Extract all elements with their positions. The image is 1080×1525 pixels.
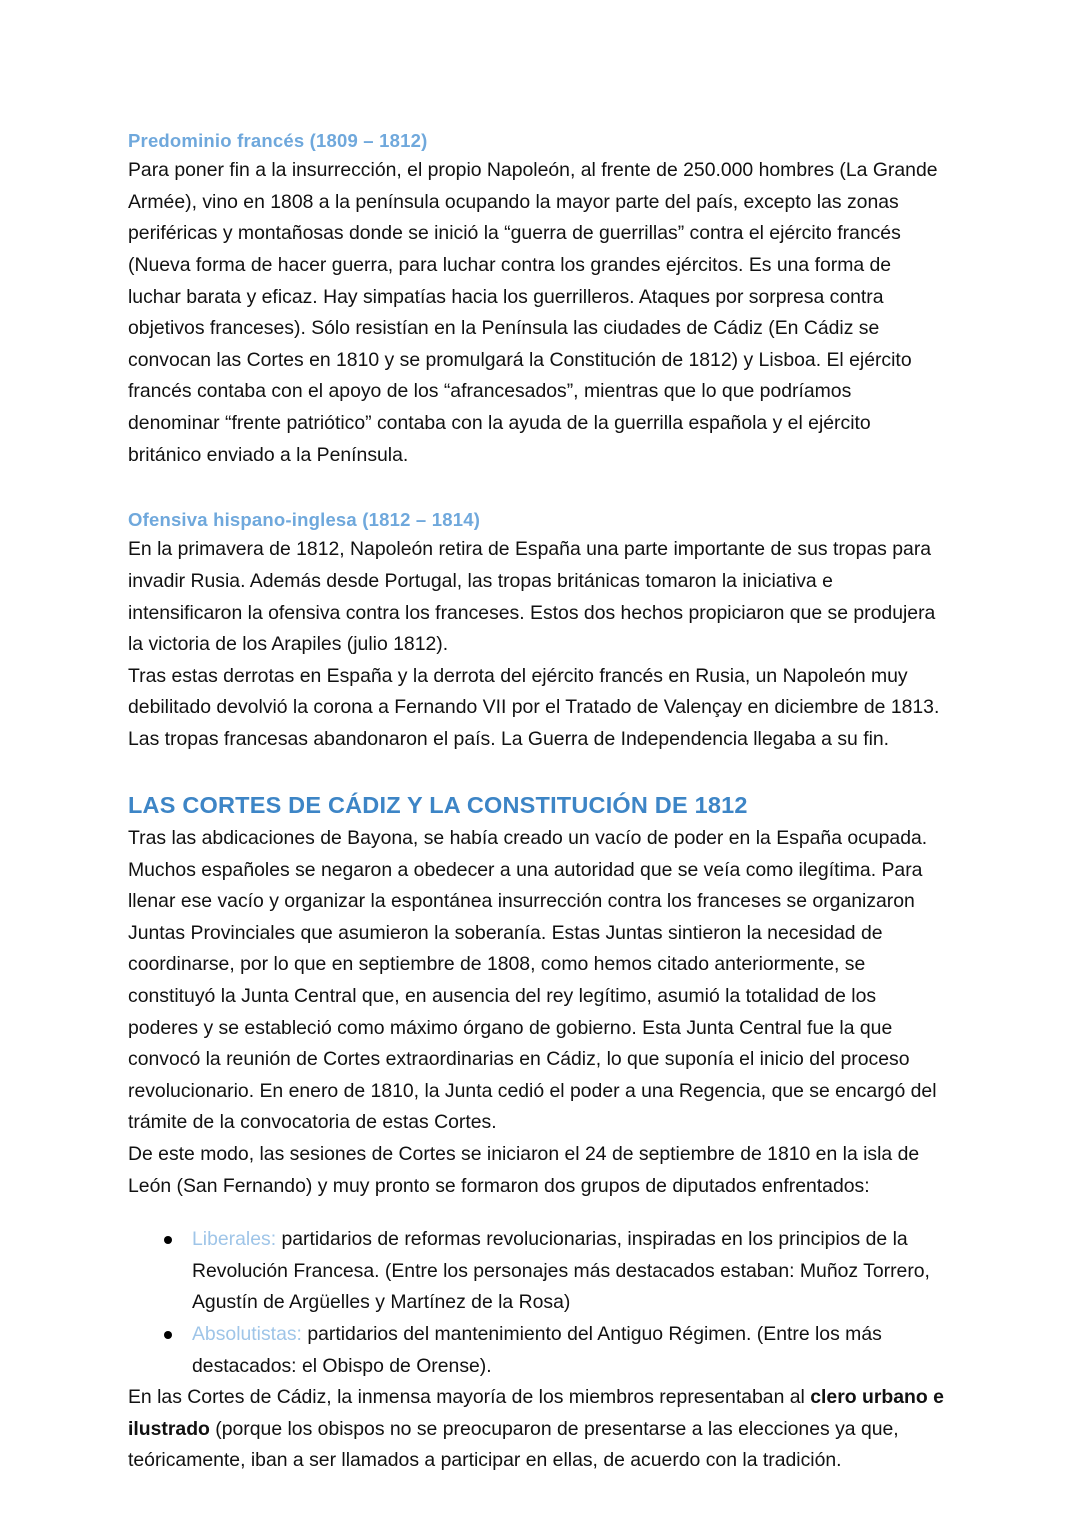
paragraph-ofensiva-primera: En la primavera de 1812, Napoleón retira de España una parte importante de sus tropas para invadir Rusia. Además desde Portugal, las tropas británicas tomaron la iniciativa e intensificaron la ofensiva contra los franceses. Estos dos hechos propiciaron que se produjera la victoria de los Arapiles (julio 1812).: [128, 538, 936, 656]
grupos-diputados-list: [128, 1224, 946, 1382]
closing-text-bold: clero urbano e ilustrado: [128, 1386, 944, 1440]
list-item: [128, 1224, 946, 1319]
section-heading-cortes-de-cadiz: LAS CORTES DE CÁDIZ Y LA CONSTITUCIÓN DE 1812: [128, 791, 748, 818]
document-content: [128, 128, 946, 1477]
subheading-ofensiva-hispano-inglesa: Ofensiva hispano-inglesa (1812 – 1814): [128, 509, 481, 531]
bullet-dot-icon: [164, 1236, 172, 1244]
closing-text-part-2: (porque los obispos no se preocuparon de presentarse a las elecciones ya que, teóricamente, iban a ser llamados a participar en ellas, de acuerdo con la tradición.: [128, 1417, 899, 1472]
paragraph-predominio-frances: Para poner fin a la insurrección, el propio Napoleón, al frente de 250.000 hombres (La Grande Armée), vino en 1808 a la península ocupando la mayor parte del país, excepto las zonas periféricas y montañosas donde se inició la “guerra de guerrillas” contra el ejército francés (Nueva forma de hacer guerra, para luchar contra los grandes ejércitos. Es una forma de luchar barata y eficaz. Hay simpatías hacia los guerrilleros. Ataques por sorpresa contra objetivos franceses). Sólo resistían en la Península las ciudades de Cádiz (En Cádiz se convocan las Cortes en 1810 y se promulgará la Constitución de 1812) y Lisboa. El ejército francés contaba con el apoyo de los “afrancesados”, mientras que lo que podríamos denominar “frente patriótico” contaba con la ayuda de la guerrilla española y el ejército británico enviado a la Península.: [128, 159, 938, 466]
paragraph-cortes-primera: Tras las abdicaciones de Bayona, se había creado un vacío de poder en la España ocupada. Muchos españoles se negaron a obedecer a una autoridad que se veía como ilegítima. Para llenar ese vacío y organizar la espontánea insurrección contra los franceses se organizaron Juntas Provinciales que asumieron la soberanía. Estas Juntas sintieron la necesidad de coordinarse, por lo que en septiembre de 1808, como hemos citado anteriormente, se constituyó la Junta Central que, en ausencia del rey legítimo, asumió la totalidad de los poderes y se estableció como máximo órgano de gobierno. Esta Junta Central fue la que convocó la reunión de Cortes extraordinarias en Cádiz, lo que suponía el inicio del proceso revolucionario. En enero de 1810, la Junta cedió el poder a una Regencia, que se encargó del trámite de la convocatoria de estas Cortes.: [128, 827, 937, 1134]
list-item-label-absolutistas: Absolutistas:: [192, 1322, 302, 1345]
list-item: [128, 1319, 946, 1382]
paragraph-cortes-segunda: De este modo, las sesiones de Cortes se iniciaron el 24 de septiembre de 1810 en la isla de León (San Fernando) y muy pronto se formaron dos grupos de diputados enfrentados:: [128, 1142, 920, 1197]
paragraph-ofensiva-segunda: Tras estas derrotas en España y la derrota del ejército francés en Rusia, un Napoleón muy debilitado devolvió la corona a Fernando VII por el Tratado de Valençay en diciembre de 1813. Las tropas francesas abandonaron el país. La Guerra de Independencia llegaba a su fin.: [128, 664, 940, 751]
bullet-dot-icon: [164, 1331, 172, 1339]
subheading-predominio-frances: Predominio francés (1809 – 1812): [128, 130, 428, 151]
list-item-text-absolutistas: partidarios del mantenimiento del Antiguo Régimen. (Entre los más destacados: el Obispo de Orense).: [192, 1322, 882, 1377]
list-item-text-liberales: partidarios de reformas revolucionarias, inspiradas en los principios de la Revolución Francesa. (Entre los personajes más destacados estaban: Muñoz Torrero, Agustín de Argüelles y Martínez de la Rosa): [192, 1228, 930, 1314]
list-item-label-liberales: Liberales:: [192, 1228, 277, 1251]
paragraph-cortes-cierre: [128, 1382, 946, 1477]
closing-text-part-1: En las Cortes de Cádiz, la inmensa mayoría de los miembros representaban al: [128, 1386, 811, 1409]
